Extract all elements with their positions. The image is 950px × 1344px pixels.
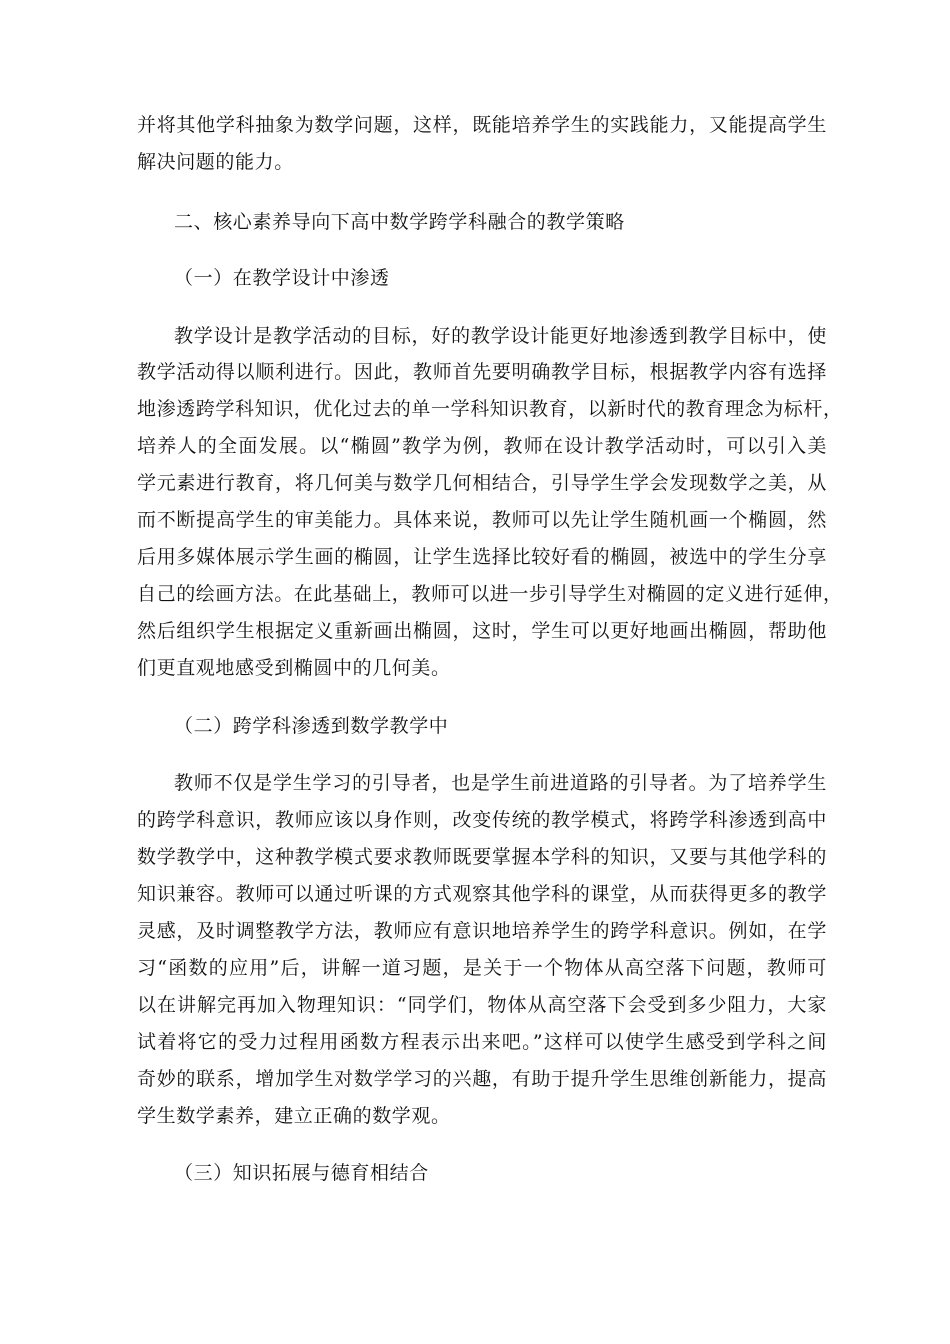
subsection-title-3: （三）知识拓展与德育相结合	[174, 1162, 429, 1184]
paragraph-line: 学生数学素养，建立正确的数学观。	[137, 1105, 451, 1127]
paragraph-line: 们更直观地感受到椭圆中的几何美。	[137, 657, 451, 679]
paragraph-line: 数学教学中，这种教学模式要求教师既要掌握本学科的知识，又要与其他学科的	[137, 846, 827, 868]
paragraph-line: 的跨学科意识，教师应该以身作则，改变传统的教学模式，将跨学科渗透到高中	[137, 809, 827, 831]
paragraph-line: 知识兼容。教师可以通过听课的方式观察其他学科的课堂，从而获得更多的教学	[137, 883, 827, 905]
paragraph-line: 教师不仅是学生学习的引导者，也是学生前进道路的引导者。为了培养学生	[174, 772, 827, 794]
paragraph-line: 地渗透跨学科知识，优化过去的单一学科知识教育，以新时代的教育理念为标杆，	[137, 398, 843, 420]
subsection-title-2: （二）跨学科渗透到数学教学中	[174, 715, 449, 737]
paragraph-line: 自己的绘画方法。在此基础上，教师可以进一步引导学生对椭圆的定义进行延伸，	[137, 583, 843, 605]
section-heading: 二、核心素养导向下高中数学跨学科融合的教学策略	[174, 211, 625, 233]
subsection-title-1: （一）在教学设计中渗透	[174, 267, 390, 289]
paragraph-line: 而不断提高学生的审美能力。具体来说，教师可以先让学生随机画一个椭圆，然	[137, 509, 827, 531]
paragraph-line: 培养人的全面发展。以“椭圆”教学为例，教师在设计教学活动时，可以引入美	[137, 435, 827, 457]
paragraph-line: 后用多媒体展示学生画的椭圆，让学生选择比较好看的椭圆，被选中的学生分享	[137, 546, 827, 568]
paragraph-line: 解决问题的能力。	[137, 151, 294, 173]
paragraph-line: 奇妙的联系，增加学生对数学学习的兴趣，有助于提升学生思维创新能力，提高	[137, 1068, 827, 1090]
paragraph-line: 然后组织学生根据定义重新画出椭圆，这时，学生可以更好地画出椭圆，帮助他	[137, 620, 827, 642]
paragraph-line: 教学活动得以顺利进行。因此，教师首先要明确教学目标，根据教学内容有选择	[137, 361, 827, 383]
paragraph-line: 习“函数的应用”后，讲解一道习题，是关于一个物体从高空落下问题，教师可	[137, 957, 827, 979]
paragraph-line: 以在讲解完再加入物理知识：“同学们，物体从高空落下会受到多少阻力，大家	[137, 994, 827, 1016]
paragraph-line: 学元素进行教育，将几何美与数学几何相结合，引导学生学会发现数学之美，从	[137, 472, 827, 494]
paragraph-line: 试着将它的受力过程用函数方程表示出来吧。”这样可以使学生感受到学科之间	[137, 1031, 827, 1053]
paragraph-line: 教学设计是教学活动的目标，好的教学设计能更好地渗透到教学目标中，使	[174, 325, 827, 347]
paragraph-line: 并将其他学科抽象为数学问题，这样，既能培养学生的实践能力，又能提高学生	[137, 114, 827, 136]
paragraph-line: 灵感，及时调整教学方法，教师应有意识地培养学生的跨学科意识。例如，在学	[137, 920, 827, 942]
